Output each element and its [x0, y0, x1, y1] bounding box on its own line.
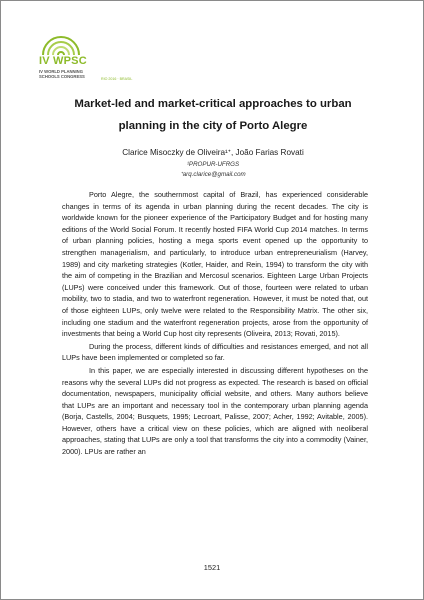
body-paragraph: During the process, different kinds of difficulties and resistances emerged, and not all LUPs have been implemented or completed so far. — [62, 341, 368, 363]
body-paragraph: Porto Alegre, the southernmost capital of Brazil, has experienced considerable changes in terms of its agenda in urban planning during the recent decades. The city is worldwide known for the pioneer experience of the Participatory Budget and for hosting many editions of the World Social Forum. It recently hosted FIFA World Cup 2014 matches. In terms of urban planning policies, hosting a mega sports event opened up the opportunity to strengthen managerialism, and particularly, to introduce urban entrepreneurialism (Harvey, 1989) and city marketing strategies (Kotler, Haider, and Rein, 1994) to transform the city with the aim of competing in the Brazilian and Mercosul scenarios. Eighteen Large Urban Projects (LUPs) were conceived under this framework. Out of those, fourteen were related to urban mobility, two to stadia, and two to waterfront regeneration. However, it must be noted that, out of those eighteen LUPs, only twelve were related to the Responsibility Matrix. The other six, including one stadium and the waterfront regeneration projects, arose from the opportunity of investments that being a World Cup host city represents (Oliveira, 2013; Rovati, 2015). — [62, 190, 368, 339]
body-paragraph: In this paper, we are especially interested in discussing different hypotheses on the reasons why the several LUPs did not progress as expected. The research is based on official documentation, newspapers, municipality official website, and others. Many authors believe that LUPs are an important and necessary tool in the contemporary urban planning agenda (Borja, Castells, 2004; Busquets, 1995; Lecroart, Palisse, 2007; Acher, 1992; Avitable, 2005). However, others have a critical view on these policies, which are aligned with neoliberal approaches, stating that LUPs are only a tool that transforms the city into a commodity (Vainer, 2000). LPUs are rather an — [62, 365, 368, 457]
title-line-1: Market-led and market-critical approaches to urban — [74, 98, 352, 110]
logo-title: IV WPSC — [39, 55, 87, 67]
congress-logo — [39, 33, 159, 83]
paper-title — [41, 93, 385, 137]
page-number: 1521 — [203, 563, 221, 572]
title-line-2: planning in the city of Porto Alegre — [118, 120, 308, 132]
paper-authors: Clarice Misoczky de Oliveira¹ᐩ, João Farias Rovati — [122, 148, 304, 157]
paper-body — [62, 189, 368, 458]
author-email: ᐩarq.clarice@gmail.com — [180, 171, 246, 178]
logo-subtitle: IV WORLD PLANNING SCHOOLS CONGRESS — [39, 69, 85, 79]
paper-affiliation: ¹PROPUR-UFRGS — [186, 161, 240, 168]
logo-tagline: RIO 2016 · BRASIL — [101, 77, 133, 81]
concentric-arcs-logo-icon — [39, 33, 83, 57]
